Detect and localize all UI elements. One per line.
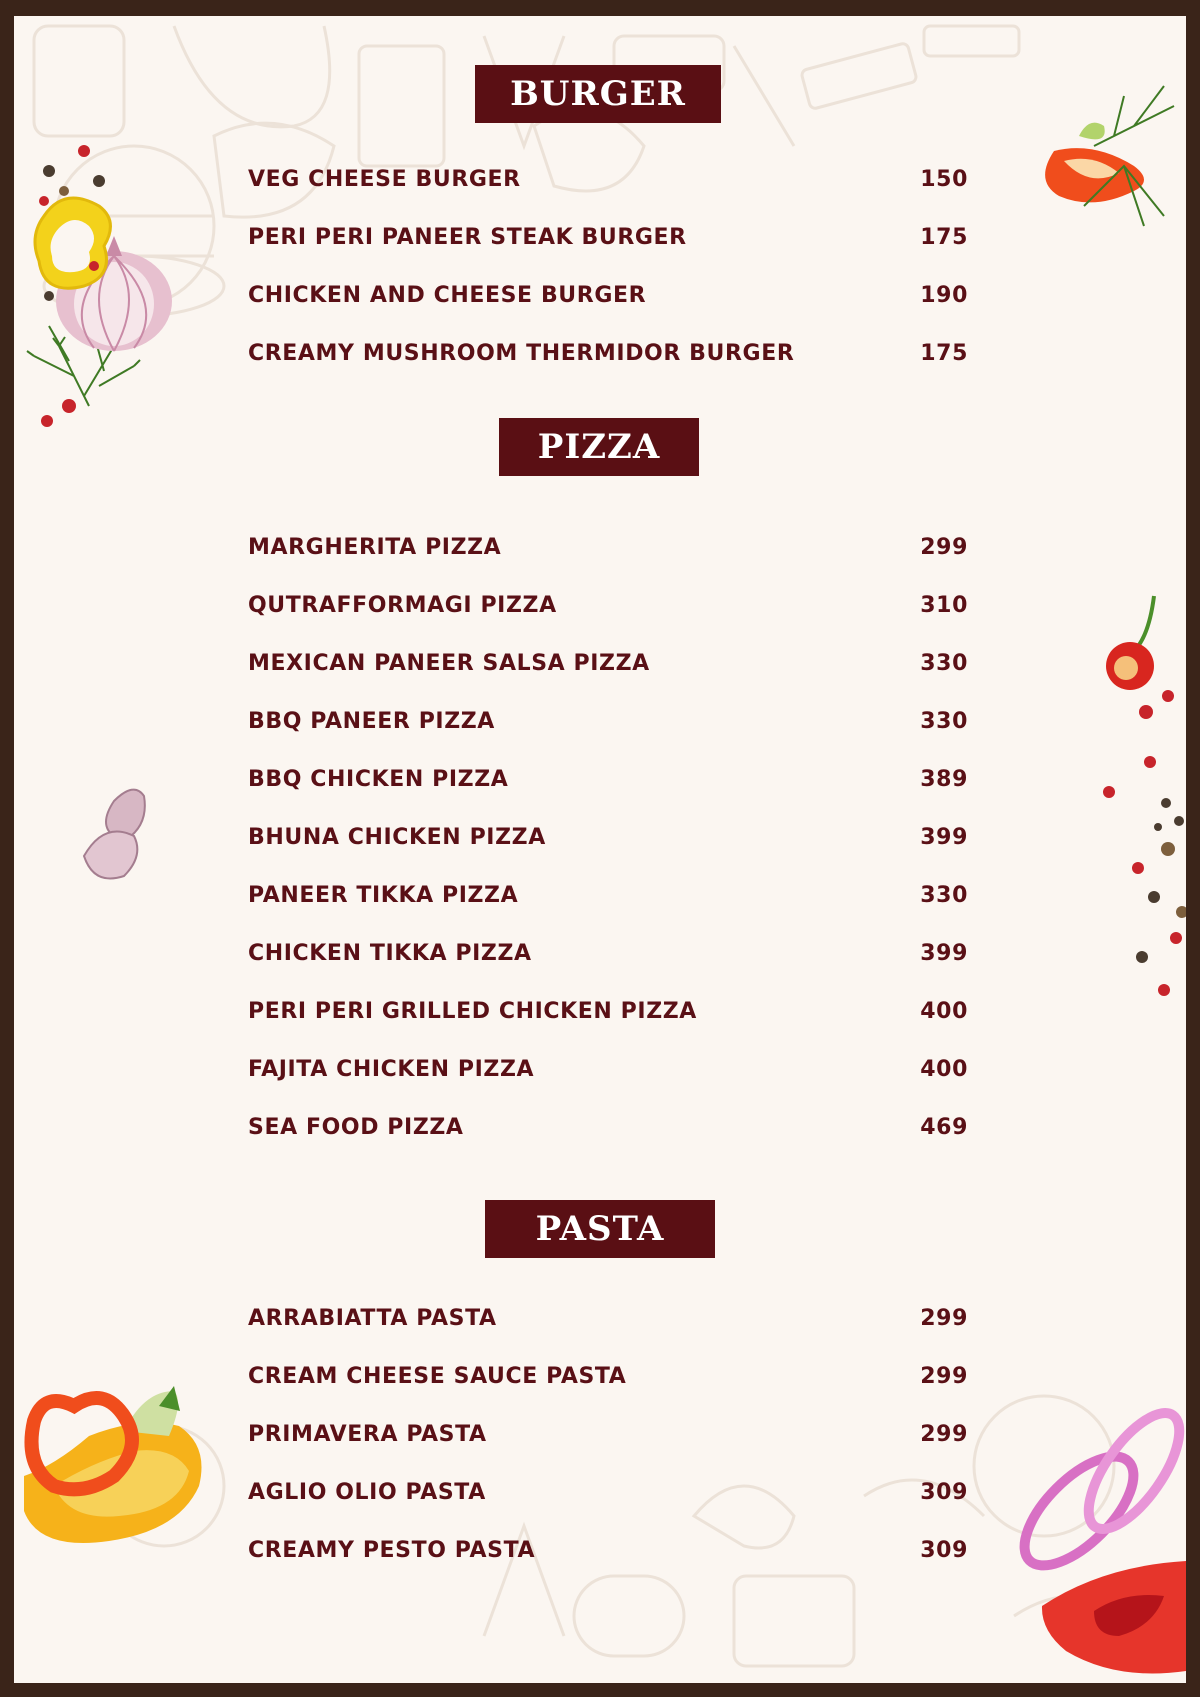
item-price: 399 (920, 940, 968, 966)
menu-item (248, 1359, 968, 1393)
item-price: 175 (920, 340, 968, 366)
item-name: MEXICAN PANEER SALSA PIZZA (248, 650, 650, 676)
item-price: 299 (920, 1305, 968, 1331)
item-price: 150 (920, 166, 968, 192)
menu-item (248, 936, 968, 970)
menu-item (248, 336, 968, 370)
menu-item (248, 994, 968, 1028)
menu-item (248, 1052, 968, 1086)
bell-pepper-icon (35, 198, 110, 288)
item-price: 299 (920, 1421, 968, 1447)
item-name: CHICKEN AND CHEESE BURGER (248, 282, 647, 308)
menu-item (248, 278, 968, 312)
section-title: PASTA (535, 1209, 665, 1249)
section-header-pizza (499, 418, 699, 476)
item-name: BBQ CHICKEN PIZZA (248, 766, 509, 792)
item-name: PERI PERI GRILLED CHICKEN PIZZA (248, 998, 697, 1024)
item-price: 190 (920, 282, 968, 308)
menu-item (248, 530, 968, 564)
item-price: 389 (920, 766, 968, 792)
bell-pepper-icon (1045, 123, 1144, 203)
section-header-burger (475, 65, 721, 123)
item-name: SEA FOOD PIZZA (248, 1114, 464, 1140)
item-price: 330 (920, 882, 968, 908)
item-name: CREAMY PESTO PASTA (248, 1537, 536, 1563)
item-price: 400 (920, 1056, 968, 1082)
item-price: 299 (920, 1363, 968, 1389)
menu-item (248, 762, 968, 796)
item-name: PERI PERI PANEER STEAK BURGER (248, 224, 687, 250)
item-price: 399 (920, 824, 968, 850)
menu-item (248, 1533, 968, 1567)
section-title: BURGER (510, 74, 686, 114)
menu-page (14, 16, 1186, 1683)
menu-item (248, 820, 968, 854)
item-price: 330 (920, 708, 968, 734)
item-name: ARRABIATTA PASTA (248, 1305, 497, 1331)
item-name: PRIMAVERA PASTA (248, 1421, 487, 1447)
item-name: BHUNA CHICKEN PIZZA (248, 824, 546, 850)
menu-item (248, 704, 968, 738)
section-title: PIZZA (537, 427, 661, 467)
menu-item (248, 1301, 968, 1335)
menu-item (248, 1417, 968, 1451)
item-name: AGLIO OLIO PASTA (248, 1479, 486, 1505)
menu-item (248, 878, 968, 912)
menu-item (248, 220, 968, 254)
tomato-icon (1042, 1561, 1186, 1674)
item-name: QUTRAFFORMAGI PIZZA (248, 592, 557, 618)
item-name: VEG CHEESE BURGER (248, 166, 521, 192)
item-price: 469 (920, 1114, 968, 1140)
item-price: 299 (920, 534, 968, 560)
menu-item (248, 646, 968, 680)
item-price: 309 (920, 1537, 968, 1563)
section-header-pasta (485, 1200, 715, 1258)
item-price: 175 (920, 224, 968, 250)
item-name: CREAMY MUSHROOM THERMIDOR BURGER (248, 340, 795, 366)
item-price: 400 (920, 998, 968, 1024)
item-price: 310 (920, 592, 968, 618)
peppercorn-icon (1103, 690, 1186, 996)
item-price: 330 (920, 650, 968, 676)
menu-item (248, 1110, 968, 1144)
item-name: PANEER TIKKA PIZZA (248, 882, 519, 908)
menu-item (248, 162, 968, 196)
menu-item (248, 588, 968, 622)
garlic-icon (84, 790, 145, 879)
item-name: CREAM CHEESE SAUCE PASTA (248, 1363, 627, 1389)
item-name: FAJITA CHICKEN PIZZA (248, 1056, 535, 1082)
onion-ring-icon (1007, 1399, 1186, 1583)
item-name: BBQ PANEER PIZZA (248, 708, 495, 734)
menu-item (248, 1475, 968, 1509)
item-name: CHICKEN TIKKA PIZZA (248, 940, 532, 966)
item-price: 309 (920, 1479, 968, 1505)
chili-icon (1106, 596, 1154, 690)
item-name: MARGHERITA PIZZA (248, 534, 502, 560)
